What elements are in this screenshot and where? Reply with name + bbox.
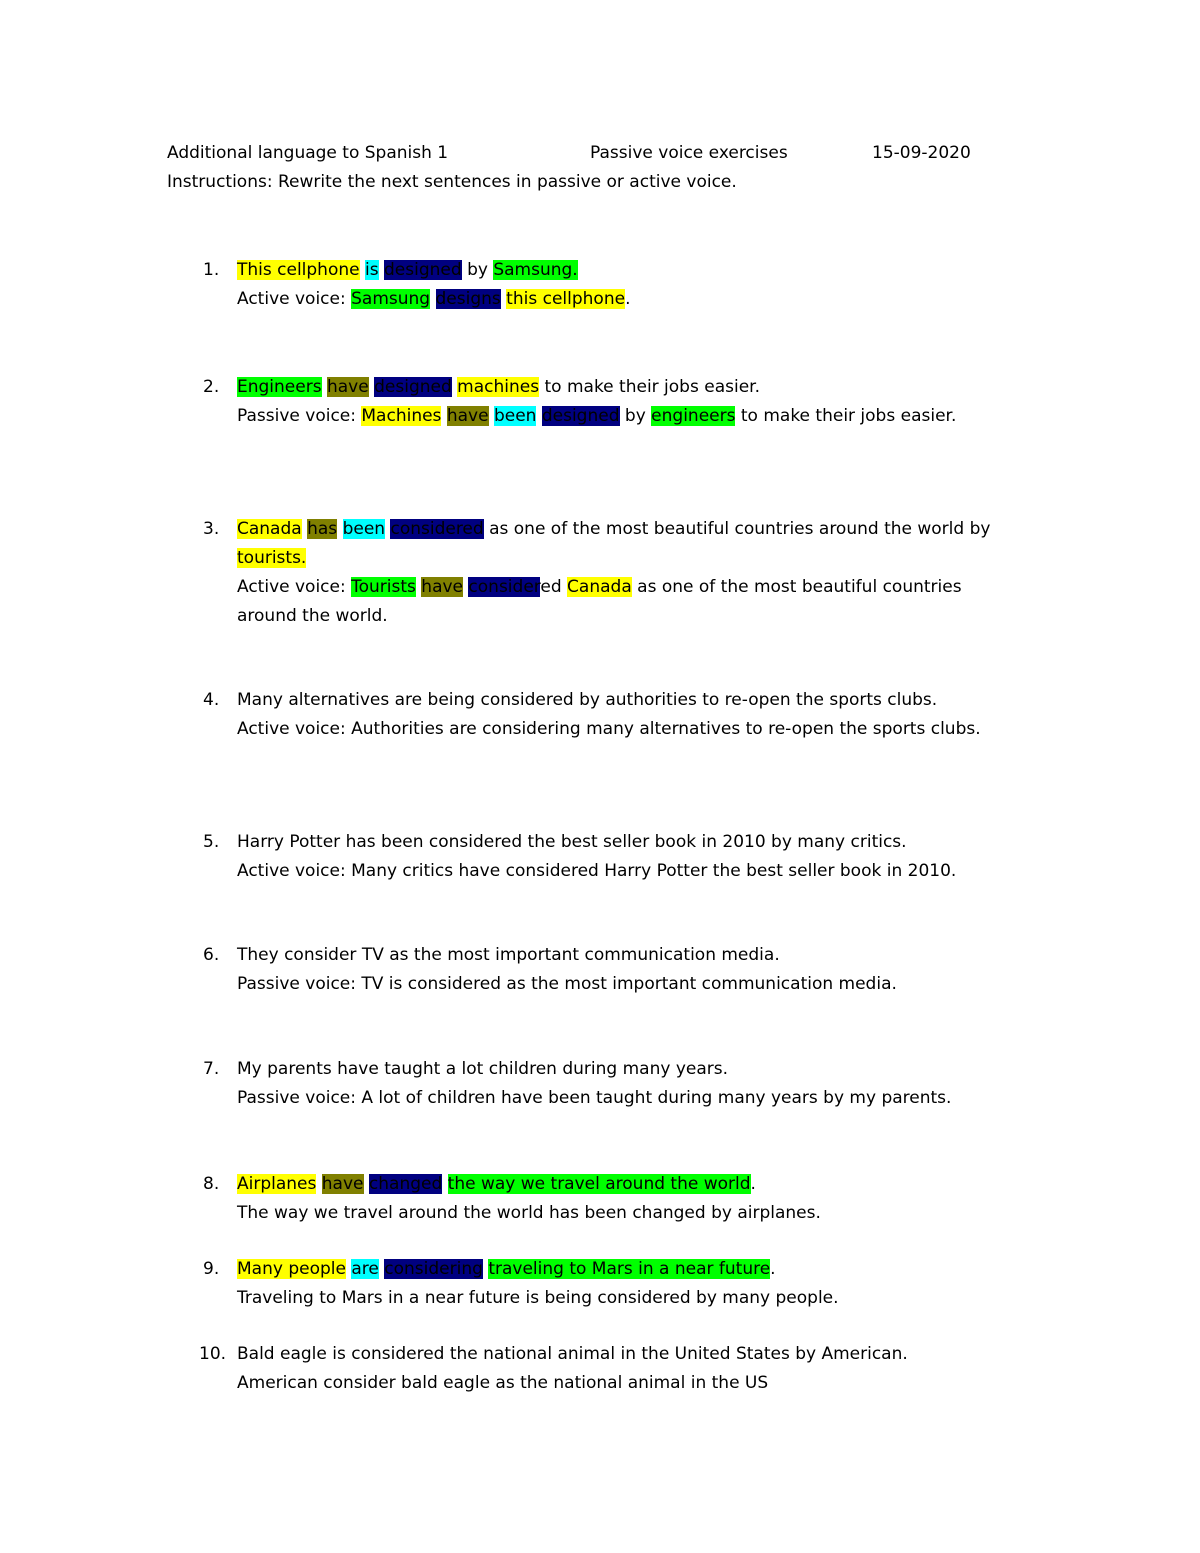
- item-number: 10.: [199, 1344, 227, 1364]
- item-number: 1.: [203, 260, 220, 280]
- item-number: 9.: [203, 1259, 220, 1279]
- item-line: [237, 286, 630, 312]
- sentence-text: .: [625, 289, 631, 309]
- item-number: 4.: [203, 690, 220, 710]
- sentence-text: Passive voice: TV is considered as the most important communication media.: [237, 974, 897, 994]
- document-date: 15-09-2020: [872, 143, 971, 163]
- sentence-text: Active voice: Authorities are considering many alternatives to re-open the sports clubs.: [237, 719, 981, 739]
- item-number: 5.: [203, 832, 220, 852]
- highlighted-phrase: traveling to Mars in a near future: [488, 1259, 771, 1279]
- item-line: [237, 687, 937, 713]
- sentence-text: Active voice:: [237, 577, 352, 597]
- sentence-text: [430, 289, 435, 309]
- highlighted-phrase: Engineers: [237, 377, 322, 397]
- item-line: [237, 1285, 839, 1311]
- item-line: [237, 403, 956, 429]
- highlighted-phrase: Airplanes: [237, 1174, 317, 1194]
- sentence-text: ed: [540, 577, 568, 597]
- sentence-text: by: [461, 260, 494, 280]
- highlighted-phrase: consider: [468, 577, 541, 597]
- item-line: [237, 1056, 728, 1082]
- sentence-text: [442, 1174, 447, 1194]
- sentence-text: The way we travel around the world has been changed by airplanes.: [237, 1203, 821, 1223]
- sentence-text: My parents have taught a lot children during many years.: [237, 1059, 728, 1079]
- item-line: [237, 374, 760, 400]
- highlighted-phrase: the way we travel around the world: [447, 1174, 751, 1194]
- item-line: [237, 1256, 776, 1282]
- highlighted-phrase: Samsung: [351, 289, 431, 309]
- sentence-text: as one of the most beautiful countries: [631, 577, 962, 597]
- item-number: 7.: [203, 1059, 220, 1079]
- item-line: [237, 858, 956, 884]
- sentence-text: [316, 1174, 321, 1194]
- item-number: 8.: [203, 1174, 220, 1194]
- highlighted-phrase: this cellphone: [506, 289, 626, 309]
- highlighted-phrase: Canada: [237, 519, 302, 539]
- sentence-text: Harry Potter has been considered the best seller book in 2010 by many critics.: [237, 832, 907, 852]
- highlighted-phrase: machines: [457, 377, 540, 397]
- highlighted-phrase: Tourists: [351, 577, 416, 597]
- item-number: 2.: [203, 377, 220, 397]
- highlighted-phrase: is: [365, 260, 379, 280]
- sentence-text: Many alternatives are being considered by authorities to re-open the sports clubs.: [237, 690, 938, 710]
- item-line: [237, 1370, 768, 1396]
- item-number: 6.: [203, 945, 220, 965]
- sentence-text: around the world.: [237, 606, 388, 626]
- highlighted-phrase: changed: [368, 1174, 443, 1194]
- sentence-text: .: [750, 1174, 756, 1194]
- sentence-text: as one of the most beautiful countries around the world by: [483, 519, 991, 539]
- item-line: [237, 603, 388, 629]
- sentence-text: American consider bald eagle as the national animal in the US: [237, 1373, 769, 1393]
- highlighted-phrase: tourists.: [237, 548, 307, 568]
- sentence-text: Traveling to Mars in a near future is being considered by many people.: [237, 1288, 839, 1308]
- item-line: [237, 829, 907, 855]
- sentence-text: Active voice: Many critics have considered Harry Potter the best seller book in 2010.: [237, 861, 957, 881]
- item-line: [237, 257, 578, 283]
- highlighted-phrase: designed: [374, 377, 452, 397]
- sentence-text: by: [619, 406, 652, 426]
- highlighted-phrase: Many people: [237, 1259, 346, 1279]
- highlighted-phrase: engineers: [651, 406, 736, 426]
- sentence-text: [337, 519, 342, 539]
- document-title: Passive voice exercises: [590, 143, 788, 163]
- course-name: Additional language to Spanish 1: [167, 143, 449, 163]
- item-line: [237, 716, 981, 742]
- highlighted-phrase: been: [342, 519, 386, 539]
- highlighted-phrase: This cellphone: [237, 260, 360, 280]
- highlighted-phrase: considering: [384, 1259, 483, 1279]
- instructions: Instructions: Rewrite the next sentences in passive or active voice.: [167, 172, 737, 192]
- highlighted-phrase: has: [307, 519, 338, 539]
- item-line: [237, 1085, 951, 1111]
- sentence-text: .: [770, 1259, 776, 1279]
- highlighted-phrase: have: [326, 377, 369, 397]
- sentence-text: to make their jobs easier.: [735, 406, 957, 426]
- highlighted-phrase: designed: [541, 406, 620, 426]
- item-line: [237, 971, 897, 997]
- highlighted-phrase: considered: [390, 519, 484, 539]
- item-line: [237, 942, 780, 968]
- item-line: [237, 545, 306, 571]
- highlighted-phrase: Canada: [567, 577, 632, 597]
- item-line: [237, 1200, 821, 1226]
- item-line: [237, 574, 962, 600]
- sentence-text: Passive voice: A lot of children have been taught during many years by my parents.: [237, 1088, 952, 1108]
- item-number: 3.: [203, 519, 220, 539]
- highlighted-phrase: have: [446, 406, 489, 426]
- sentence-text: They consider TV as the most important communication media.: [237, 945, 780, 965]
- item-line: [237, 516, 990, 542]
- sentence-text: Passive voice:: [237, 406, 362, 426]
- highlighted-phrase: are: [351, 1259, 379, 1279]
- item-line: [237, 1341, 908, 1367]
- highlighted-phrase: Samsung.: [493, 260, 578, 280]
- highlighted-phrase: been: [493, 406, 537, 426]
- sentence-text: Active voice:: [237, 289, 352, 309]
- highlighted-phrase: have: [421, 577, 464, 597]
- sentence-text: to make their jobs easier.: [539, 377, 760, 397]
- highlighted-phrase: designed: [384, 260, 462, 280]
- item-line: [237, 1171, 756, 1197]
- sentence-text: Bald eagle is considered the national animal in the United States by American.: [237, 1344, 908, 1364]
- highlighted-phrase: Machines: [361, 406, 442, 426]
- highlighted-phrase: have: [321, 1174, 364, 1194]
- highlighted-phrase: designs: [435, 289, 501, 309]
